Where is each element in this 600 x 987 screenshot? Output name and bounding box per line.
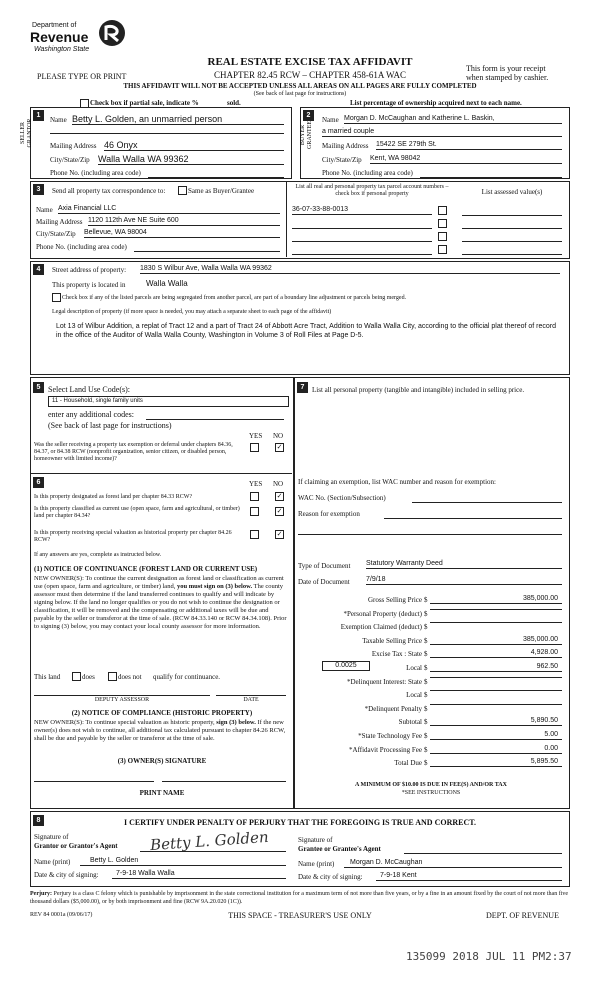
dor-logo-line1: Department of <box>32 22 77 29</box>
parcel-2-personal-checkbox[interactable] <box>438 219 447 228</box>
same-as-buyer-label: Same as Buyer/Grantee <box>188 187 255 195</box>
dor-logo-line3: Washington State <box>34 46 90 53</box>
owner-signature-line-2[interactable] <box>162 780 286 782</box>
partial-sale-label: Check box if partial sale, indicate % <box>90 99 199 107</box>
perjury-text: Perjury is a class C felony which is punishable by imprisonment in the state correctional institution for a maximum term of not more than five years, or by a fine in an amount fixed by the court of not more than five thousand dollars ($5,000.00), or by both imprisonment and fine (RCW 9A.20.020 (1C)). <box>30 891 569 905</box>
section-8-number: 8 <box>33 815 44 826</box>
grantee-agent-label: Grantee or Grantee's Agent <box>298 845 381 853</box>
section-2-number: 2 <box>303 110 314 121</box>
additional-codes-field[interactable] <box>146 418 284 420</box>
buyer-name-line2[interactable]: a married couple <box>322 128 562 137</box>
calc-row-value[interactable]: 4,928.00 <box>430 649 562 658</box>
exemption-no-checkbox[interactable]: ✓ <box>276 444 283 451</box>
perjury-note <box>30 890 570 906</box>
seller-name-label: Name <box>50 116 67 124</box>
buyer-name-field[interactable]: Morgan D. McCaughan and Katherine L. Baskin, <box>344 115 562 124</box>
deputy-date-line[interactable] <box>216 694 286 696</box>
dollar-sign: $ <box>424 596 428 604</box>
dor-logo <box>28 12 128 64</box>
current-use-yes-checkbox[interactable] <box>250 507 259 516</box>
segregated-note: Check box if any of the listed parcels are being segregated from another parcel, are part of a boundary line adjustment or parcels being merged. <box>62 295 407 301</box>
grantee-name-label: Name (print) <box>298 860 335 868</box>
calc-row-value[interactable] <box>430 677 562 678</box>
notice-compliance-title: (2) NOTICE OF COMPLIANCE (HISTORIC PROPERTY) <box>71 709 253 717</box>
calc-row-value[interactable]: 0.00 <box>430 745 562 754</box>
doc-type-field[interactable]: Statutory Warranty Deed <box>366 560 562 569</box>
wac-number-label: WAC No. (Section/Subsection) <box>298 494 386 502</box>
dollar-sign: $ <box>424 650 428 658</box>
seller-city-label: City/State/Zip <box>50 156 90 164</box>
seller-city-field[interactable]: Walla Walla WA 99362 <box>98 154 284 165</box>
s6-no-label: NO <box>273 480 284 488</box>
does-label: does <box>82 673 95 681</box>
wac-number-field[interactable] <box>412 501 562 503</box>
notice1-text-b: The county assessor must then determine if the land transferred continues to qualify and will indicate by signing below. If the land no longer qualifies or you do not wish to continue the designation or classification, it will be removed and the compensating or additional taxes will be due and payable by the seller or transferor at the time of sale. (RCW 84.33.140 or RCW 84.34.108). Prior to signing (3) below, you may contact your local county assessor for more information. <box>34 583 287 630</box>
print-name-label: PRINT NAME <box>139 789 185 797</box>
dept-revenue-footer: DEPT. OF REVENUE <box>486 911 559 920</box>
segregated-checkbox[interactable] <box>52 293 61 302</box>
grantee-name-field[interactable]: Morgan D. McCaughan <box>344 859 562 868</box>
forest-yes-checkbox[interactable] <box>250 492 259 501</box>
calc-row-value[interactable] <box>430 690 562 691</box>
calc-row-label: Total Due <box>394 759 422 767</box>
calc-row-value[interactable] <box>430 609 562 610</box>
exemption-yes-checkbox[interactable] <box>250 443 259 452</box>
section-6-top-line <box>30 473 292 474</box>
dollar-sign: $ <box>424 759 428 767</box>
street-address-label: Street address of property: <box>52 266 127 274</box>
buyer-city-label: City/State/Zip <box>322 156 362 164</box>
minimum-due-note: A MINIMUM OF $10.00 IS DUE IN FEE(S) AND/OR TAX <box>355 782 507 788</box>
calc-row-value[interactable]: 5,895.50 <box>430 758 562 767</box>
reason-exemption-field[interactable] <box>384 517 562 519</box>
buyer-phone-field[interactable] <box>420 176 562 178</box>
seller-side-label: SELLER GRANTOR <box>20 118 33 148</box>
land-use-see-back: (See back of last page for instructions) <box>48 421 172 430</box>
notice-continuance-text <box>34 575 288 631</box>
forest-no-checkbox[interactable]: ✓ <box>276 493 283 500</box>
doc-type-label: Type of Document <box>298 562 351 570</box>
calc-row-label: *State Technology Fee <box>358 732 422 740</box>
calc-row-label: Subtotal <box>398 718 422 726</box>
historic-no-checkbox[interactable]: ✓ <box>276 531 283 538</box>
notice1-bold: you must sign on (3) below. <box>176 583 253 590</box>
revision-code: REV 84 0001a (09/06/17) <box>30 912 93 918</box>
grantee-sig-of: Signature of <box>298 836 333 844</box>
notice2-bold: sign (3) below. <box>216 719 256 726</box>
assessed-values-header: List assessed value(s) <box>481 188 543 196</box>
additional-codes-label: enter any additional codes: <box>48 410 134 419</box>
parcel-4-field[interactable] <box>292 253 432 255</box>
forest-land-question: Is this property designated as forest land per chapter 84.33 RCW? <box>34 494 193 500</box>
grantor-name-label: Name (print) <box>34 858 71 866</box>
corr-mailing-field[interactable]: 1120 112th Ave NE Suite 600 <box>88 217 280 226</box>
does-not-label: does not <box>118 673 142 681</box>
grantee-date-field[interactable]: 7-9-18 Kent <box>376 872 562 881</box>
street-address-field[interactable]: 1830 S Wilbur Ave, Walla Walla WA 99362 <box>140 265 560 274</box>
calc-row-value[interactable]: 5.00 <box>430 731 562 740</box>
calc-row-value[interactable]: 962.50 <box>430 663 562 672</box>
grantor-sig-of: Signature of <box>34 833 69 841</box>
perjury-label: Perjury: <box>30 891 52 897</box>
corr-phone-field[interactable] <box>134 250 280 252</box>
corr-city-field[interactable]: Bellevue, WA 98004 <box>84 229 280 238</box>
buyer-name-label: Name <box>322 116 339 124</box>
corr-mailing-label: Mailing Address <box>36 218 83 226</box>
section-6-number: 6 <box>33 477 44 488</box>
form-warning: THIS AFFIDAVIT WILL NOT BE ACCEPTED UNLESS ALL AREAS ON ALL PAGES ARE FULLY COMPLETED <box>123 82 477 90</box>
doc-date-label: Date of Document <box>298 578 350 586</box>
does-checkbox[interactable] <box>72 672 81 681</box>
parcel-3-personal-checkbox[interactable] <box>438 232 447 241</box>
reason-exemption-label: Reason for exemption <box>298 510 360 518</box>
seller-phone-field[interactable] <box>148 176 284 178</box>
calc-row-value[interactable]: 385,000.00 <box>430 636 562 645</box>
section-7-number: 7 <box>297 382 308 393</box>
corr-name-label: Name <box>36 206 53 214</box>
owner-signature-title: (3) OWNER(S) SIGNATURE <box>117 757 207 765</box>
see-back-note: (See back of last page for instructions) <box>253 91 347 97</box>
corr-name-field[interactable]: Axia Financial LLC <box>58 205 280 214</box>
section-1-number: 1 <box>33 110 44 121</box>
calc-row-label: *Personal Property (deduct) <box>343 610 422 618</box>
dollar-sign: $ <box>424 664 428 672</box>
s5-no-label: NO <box>273 432 284 440</box>
select-land-use-label: Select Land Use Code(s): <box>48 385 130 394</box>
cashier-stamp: 135099 2018 JUL 11 PM2:37 <box>406 950 572 963</box>
see-instructions-note: *SEE INSTRUCTIONS <box>401 790 461 796</box>
personal-property-label: List all personal property (tangible and intangible) included in selling price. <box>312 386 525 394</box>
calc-row-label: Excise Tax : State <box>371 650 422 658</box>
grantor-date-label: Date & city of signing: <box>34 871 99 879</box>
buyer-phone-label: Phone No. (including area code) <box>322 169 413 177</box>
parcel-2-field[interactable] <box>292 227 432 229</box>
notice2-text-b: If the new owner(s) does not wish to continue, all additional tax calculated pursuant to chapter 84.26 RCW, shall be due and payable by the seller or transferor at the time of sale. <box>34 719 286 742</box>
seller-mailing-label: Mailing Address <box>50 142 97 150</box>
land-use-code-select[interactable]: 11 - Household, single family units <box>48 396 289 407</box>
assessed-value-3[interactable] <box>462 240 562 242</box>
current-use-no-checkbox[interactable]: ✓ <box>276 508 283 515</box>
treasurer-use-note: THIS SPACE - TREASURER'S USE ONLY <box>228 911 372 920</box>
calc-row-label: Exemption Claimed (deduct) <box>340 623 422 631</box>
seller-mailing-field[interactable]: 46 Onyx <box>104 140 284 151</box>
calc-row-label: Local <box>406 691 422 699</box>
dollar-sign: $ <box>424 718 428 726</box>
grantor-date-field[interactable]: 7-9-18 Walla Walla <box>112 870 286 879</box>
dollar-sign: $ <box>424 746 428 754</box>
located-in-label: This property is located in <box>52 281 126 289</box>
dollar-sign: $ <box>424 678 428 686</box>
dollar-sign: $ <box>424 637 428 645</box>
calc-row-value[interactable] <box>430 704 562 705</box>
calc-row-label: Gross Selling Price <box>367 596 422 604</box>
buyer-side-label: BUYER GRANTEE <box>300 121 313 149</box>
calc-row-label: Local <box>406 664 422 672</box>
parcel-4-personal-checkbox[interactable] <box>438 245 447 254</box>
receipt-note-1: This form is your receipt <box>466 64 546 73</box>
section-3-divider <box>286 181 287 257</box>
assessed-value-1[interactable] <box>462 214 562 216</box>
s6-yes-label: YES <box>249 480 263 488</box>
dor-logo-icon <box>98 18 126 48</box>
does-not-checkbox[interactable] <box>108 672 117 681</box>
owner-signature-line-1[interactable] <box>34 780 154 782</box>
dollar-sign: $ <box>424 623 428 631</box>
buyer-mailing-field[interactable]: 15422 SE 279th St. <box>376 141 562 150</box>
calc-row-value[interactable]: 5,890.50 <box>430 717 562 726</box>
parcel-1-personal-checkbox[interactable] <box>438 206 447 215</box>
grantee-date-label: Date & city of signing: <box>298 873 363 881</box>
assessed-value-4[interactable] <box>462 253 562 255</box>
historic-question: Is this property receiving special valuation as historical property per chapter 84.26 RCW? <box>34 530 232 543</box>
seller-phone-label: Phone No. (including area code) <box>50 169 141 177</box>
dollar-sign: $ <box>424 610 428 618</box>
dollar-sign: $ <box>424 691 428 699</box>
qualify-label: qualify for continuance. <box>153 673 221 681</box>
calc-row-value[interactable] <box>430 622 562 623</box>
notice-compliance-text <box>34 719 288 743</box>
s5-yes-label: YES <box>249 432 263 440</box>
local-rate-field[interactable]: 0.0025 <box>322 661 370 671</box>
section-4-box <box>30 261 570 375</box>
current-use-question: Is this property classified as current use (open space, farm and agricultural, or timber) land per chapter 84.34? <box>34 506 240 519</box>
notice1-text-a: NEW OWNER(S): To continue the current designation as forest land or classification as current use (open space, farm and agriculture, or timber) land, <box>34 575 284 590</box>
sold-label: sold. <box>227 99 241 107</box>
exemption-question: Was the seller receiving a property tax exemption or deferral under chapters 84.36, 84.37, or 84.38 RCW (nonprofit organization, senior citizen, or disabled person, homeowner with limited income)? <box>34 442 233 462</box>
seller-name-field[interactable]: Betty L. Golden, an unmarried person <box>72 114 284 125</box>
buyer-city-field[interactable]: Kent, WA 98042 <box>370 155 562 164</box>
section-3-number: 3 <box>33 184 44 195</box>
receipt-note-2: when stamped by cashier. <box>466 73 549 82</box>
form-chapter: CHAPTER 82.45 RCW – CHAPTER 458-61A WAC <box>214 70 406 80</box>
assessed-value-2[interactable] <box>462 227 562 229</box>
grantor-agent-label: Grantor or Grantor's Agent <box>34 842 118 850</box>
wac-exemption-label: If claiming an exemption, list WAC number and reason for exemption: <box>298 478 496 486</box>
corr-phone-label: Phone No. (including area code) <box>36 243 127 251</box>
please-type: PLEASE TYPE OR PRINT <box>37 72 127 81</box>
this-land-label: This land <box>34 673 61 681</box>
form-title: REAL ESTATE EXCISE TAX AFFIDAVIT <box>207 56 413 68</box>
grantor-name-field[interactable]: Betty L. Golden <box>80 857 286 866</box>
parcel-3-field[interactable] <box>292 240 432 242</box>
calc-row-value[interactable]: 385,000.00 <box>430 595 562 604</box>
list-pct-note: List percentage of ownership acquired next to each name. <box>350 99 522 107</box>
dollar-sign: $ <box>424 732 428 740</box>
historic-yes-checkbox[interactable] <box>250 530 259 539</box>
deputy-assessor-line[interactable] <box>34 694 210 696</box>
calc-row-label: Taxable Selling Price <box>362 637 422 645</box>
section-4-number: 4 <box>33 264 44 275</box>
legal-desc-field[interactable]: Lot 13 of Wilbur Addition, a replat of Tract 12 and a part of Tract 24 of Abbott Acre Tract, Addition to Walla Walla City, according to the official plat thereof of record in the office of the Auditor of Walla Walla County, Washington in Volume 3 of Roll Files at Page D-5. <box>56 323 556 339</box>
dollar-sign: $ <box>424 705 428 713</box>
grantor-signature: Betty L. Golden <box>149 827 270 855</box>
certify-statement: I CERTIFY UNDER PENALTY OF PERJURY THAT THE FOREGOING IS TRUE AND CORRECT. <box>123 818 476 827</box>
reason-exemption-field-2[interactable] <box>298 533 562 535</box>
dor-logo-line2: Revenue <box>30 29 89 45</box>
grantee-signature-line[interactable] <box>404 852 562 854</box>
deputy-assessor-label: DEPUTY ASSESSOR <box>94 697 150 703</box>
calc-row-label: *Delinquent Interest: State <box>346 678 422 686</box>
send-correspondence-label: Send all property tax correspondence to: <box>52 187 166 195</box>
same-as-buyer-checkbox[interactable] <box>178 186 187 195</box>
notice2-text-a: NEW OWNER(S): To continue special valuation as historic property, <box>34 719 215 726</box>
legal-desc-label: Legal description of property (if more space is needed, you may attach a separate sheet to each page of the affidavit) <box>52 309 332 315</box>
if-yes-note: If any answers are yes, complete as instructed below. <box>34 552 162 558</box>
doc-date-field[interactable]: 7/9/18 <box>366 576 562 585</box>
buyer-mailing-label: Mailing Address <box>322 142 369 150</box>
calc-row-label: *Affidavit Processing Fee <box>349 746 422 754</box>
deputy-date-label: DATE <box>243 697 259 703</box>
notice-continuance-title: (1) NOTICE OF CONTINUANCE (FOREST LAND OR CURRENT USE) <box>34 565 258 573</box>
parcel-1-field[interactable]: 36-07-33-88-0013 <box>292 206 432 215</box>
parcel-accounts-header: List all real and personal property tax parcel account numbers – check box if personal property <box>295 184 449 197</box>
seller-name-line2[interactable] <box>50 132 284 134</box>
calc-row-label: *Delinquent Penalty <box>364 705 422 713</box>
corr-city-label: City/State/Zip <box>36 230 76 238</box>
located-in-value[interactable]: Walla Walla <box>146 279 188 288</box>
section-5-number: 5 <box>33 382 44 393</box>
